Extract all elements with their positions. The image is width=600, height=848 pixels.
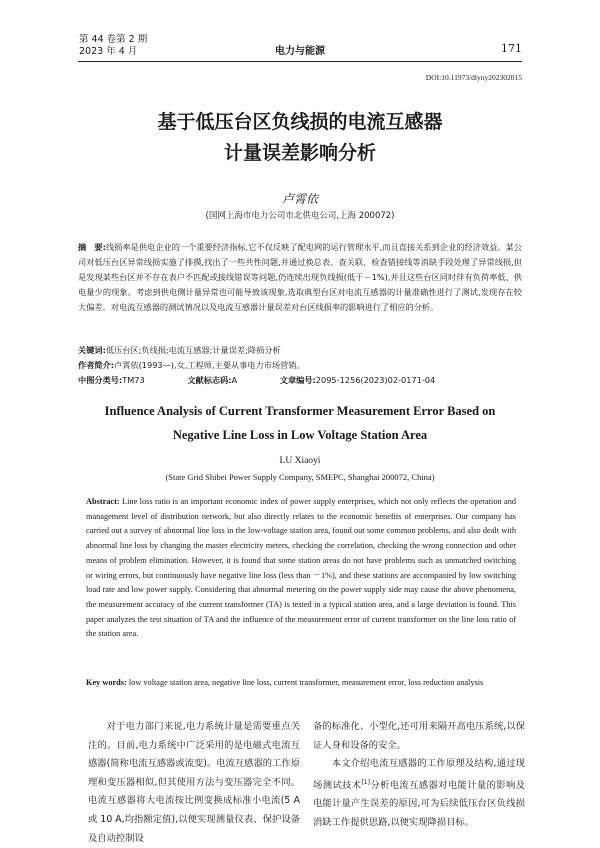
abstract-chinese-text: 线损率是供电企业的一个重要经济指标,它不仅反映了配电网的运行管理水平,而且直接关系到企业的经济效益。某公司对低压台区异常线损实施了排摸,找出了一些共性问题,并通过换总表、查关联、检查错接线等消缺手段处理了异常线损,但是发现某些台区并不存在表户不匹配或接线错误等问题,仍连续出现负线损(低于－1%),并且这些台区同时伴有负荷率低、供电量少的现象。考虑到供电侧计量异常也可能导致该现象,选取典型台区对电流互感器的计量准确性进行了测试,发现存在较大偏差。对电流互感器的测试情况以及电流互感器计量误差对台区线损率的影响进行了相应的分析。 (78, 242, 522, 312)
clc-entry (78, 375, 165, 385)
abstract-chinese (78, 240, 522, 315)
doc-code-value: A (231, 375, 238, 385)
abstract-english (86, 495, 516, 642)
doi[interactable]: DOI:10.11973/dlyny202302015 (425, 73, 522, 82)
abstract-english-text: Line loss ratio is an important economic index of power supply enterprises, which not only reflects the operation and management level of distribution network, but also directly relates to the economic benefits of enterprises. Our company has carried out a survey of abnormal line loss in the low-voltage station area, found out some common problems, and also dealt with abnormal line loss by changing the master electricity meters, checking the correlation, checking the wrong connection and other means of problem elimination. However, it is found that some station areas do not have problems such as unmatched switching or wiring errors, but continuously have negative line loss (less than －1%), and these stations are accompanied by low switching load rate and low power supply. Considering that abnormal metering on the power supply side may cause the above phenomena, the measurement accuracy of the current transformer (TA) is tested in a typical station area, and a large deviation is found. This paper analyzes the test situation of TA and the influence of the measurement error of current transformer on the line loss ratio of the station area. (86, 497, 517, 639)
affiliation-chinese: (国网上海市电力公司市北供电公司,上海 200072) (205, 211, 395, 221)
abstract-english-label: Abstract: (86, 497, 120, 506)
keywords-english-text: low voltage station area, negative line loss, current transformer, measurement error, loss reduction analysis (128, 678, 484, 687)
body-text: 分析电流互感器对电能计量的影响及电能计量产生误差的原因,可为后续低压台区负线损消缺工作提供思路,以便实现降损目标。 (313, 779, 525, 829)
title-chinese-line-2: 计量误差影响分析 (223, 142, 376, 164)
body-paragraph: 备的标准化、小型化,还可用来隔开高电压系统,以保证人身和设备的安全。 (313, 721, 525, 751)
keywords-chinese-text: 低压台区;负线损;电流互感器;计量误差;降损分析 (105, 345, 281, 355)
title-chinese (0, 107, 600, 169)
body-column-right (313, 718, 525, 833)
body-paragraph: 对于电力部门来说,电力系统计量是需要重点关注的。目前,电力系统中广泛采用的是电磁式电流互感器(简称电流互感器或流变)。电流互感器的工作原理和变压器相似,但其使用方法与变压器完全不同。电流互感器将大电流按比例变换成标准小电流(5 A 或 10 A,均指额定值),以便实现测量仪表、保护设备及自动控制设 (88, 721, 300, 844)
author-bio (78, 360, 522, 371)
affiliation-english: (State Grid Shibei Power Supply Company, SMEPC, Shanghai 200072, China) (165, 472, 435, 482)
body-paragraph (313, 755, 525, 832)
abstract-chinese-label: 摘 要: (78, 242, 106, 252)
title-chinese-line-1: 基于低压台区负线损的电流互感器 (157, 111, 443, 133)
doc-code-label: 文献标志码: (187, 375, 232, 385)
author-chinese: 卢霄依 (281, 192, 318, 206)
publication-date: 2023 年 4 月 (79, 46, 138, 57)
author-english: LU Xiaoyi (279, 456, 321, 466)
article-no-label: 文章编号: (279, 375, 316, 385)
volume-issue: 第 44 卷第 2 期 (79, 34, 148, 45)
author-bio-text: 卢霄依(1993—),女,工程师,主要从事电力市场营销。 (114, 360, 305, 370)
clc-value: TM73 (122, 375, 145, 385)
body-column-left (88, 718, 300, 848)
classification-line (78, 375, 522, 386)
article-no-value: 2095-1256(2023)02-0171-04 (315, 375, 436, 385)
keywords-chinese (78, 345, 522, 356)
clc-label: 中图分类号: (78, 375, 123, 385)
page-number: 171 (501, 42, 522, 55)
keywords-english (86, 676, 516, 691)
title-english-line-2: Negative Line Loss in Low Voltage Station Area (172, 428, 428, 442)
body-text: 本文介绍电流互感器的工作原理及结构,通过现场测试技术 (313, 758, 525, 791)
journal-name: 电力与能源 (275, 46, 325, 57)
keywords-chinese-label: 关键词: (78, 345, 106, 355)
doc-code-entry (187, 375, 257, 385)
author-bio-label: 作者简介: (78, 360, 115, 370)
citation-marker[interactable]: [1] (361, 778, 370, 786)
article-no-entry (280, 375, 455, 385)
title-english-line-1: Influence Analysis of Current Transformer Measurement Error Based on (104, 404, 496, 418)
title-english (0, 399, 600, 447)
header-rule (78, 61, 522, 62)
keywords-english-label: Key words: (86, 678, 127, 687)
